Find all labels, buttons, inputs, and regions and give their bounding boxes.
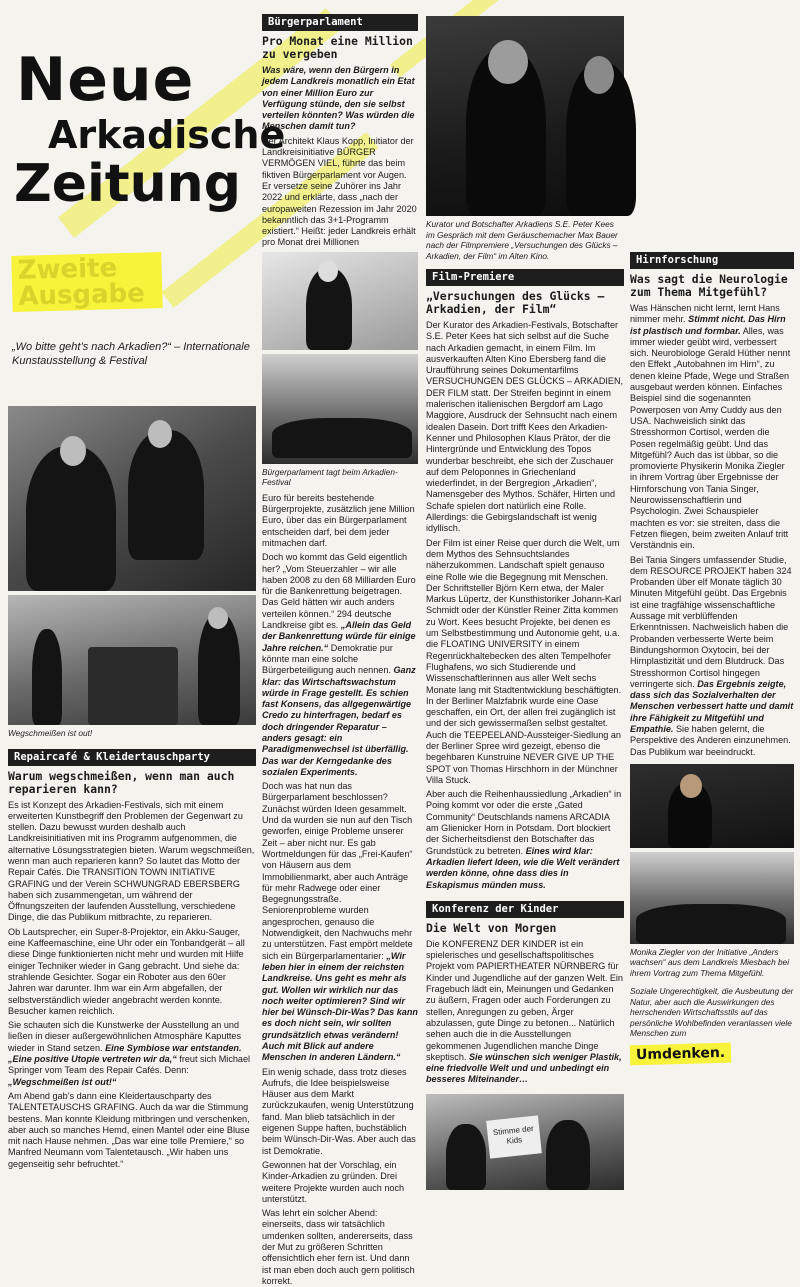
buergerparlament-p6: Was lehrt ein solcher Abend: einerseits, dass wir tatsächlich umdenken sollten, andererseits, dass der Mut zu größeren Schritten offensichtlich eher fern ist. Und dann ist man eben doch auch gern politisch korrekt. [262,1208,415,1286]
masthead-title-neue: Neue [16,45,195,115]
hirn-caption: Monika Ziegler von der Initiative „Anders wachsen“ aus dem Landkreis Miesbach bei ihrem Vortrag zum Thema Mitgefühl. [630,946,790,978]
kinder-text: Die KONFERENZ DER KINDER ist ein spielerisches und gesellschaftspolitisches Projekt vom PAPIERTHEATER NÜRNBERG für Kinder und Jugendliche auf der ganzen Welt. Ein Fragebuch lädt ein, Meinungen und Gedanken zu äußern, Fragen oder auch Forderungen zu stellen, Anregungen zu geben, Ärger abzulassen, gute Dinge zu betonen... Natürlich sehen auch die in die Ausstellungen gekommenen Jugendlichen manche Dinge skeptisch. Sie wünschen sich weniger Plastik, eine friedvolle Welt und und unbedingt ein besseres Miteinander… [426,938,623,1085]
kinder-photo [426,1094,624,1190]
film-p2: Der Film ist einer Reise quer durch die Welt, um dem Mythos des Sehnsuchtslandes näherzukommen. Landschaft spielt genauso eine Rolle wie die Begegnung mit Menschen. Der Schriftsteller Björn Kern etwa, der Maler Markus Lüpertz, der Kunsthistoriker Johann-Karl Schmidt oder der Künstler Reiner Zitta kommen zu Wort. Kees besucht Projekte, bei denen es um Selbstbestimmung und Autonomie geht, u.a. die FLOATING UNIVERSITY in einem Regenrückhaltebecken des alten Tempelhofer Flughafens, wo sich Studierende und Wissenschaftlerinnen aus aller Welt sechs Monate lang mit Stadtentwicklung beschäftigten. In der Berliner Malzfabrik wurde eine Oase geschaffen, ein Ort, der allen frei zugänglich ist und der sich gewissermaßen selbst gestaltet. Auch die TEEPEELAND-Aussteiger-Siedlung an der Berliner Spree wird gezeigt, ebenso die begehbaren Kunstruine NEVER GIVE UP THE SPOT von Thomas Hirschhorn in der Münchner Villa Stuck. [426,537,622,785]
hirn-p2: Bei Tania Singers umfassender Studie, dem RESOURCE PROJEKT haben 324 Probanden über elf Monate täglich 30 Minuten Mitgefühl geübt. Das Ergebnis ist eine tragfähige wissenschaftliche Aussage mit verblüffenden Erkenntnissen. Nachweislich haben die Probanden verbesserte Werte beim Bindungshormon Oxytocin, bei der Hirnplastizität und dem Blutdruck. Das Stresshormon Cortisol hingegen verringerte sich. Das Ergebnis zeigte, dass sich das Sozialverhalten der Menschen verbessert hatte und damit ihre Fähigkeit zu Mitgefühl und Empathie. Sie haben gelernt, die Perspektive des Anderen einzunehmen. Das Publikum war beeindruckt. [630,554,794,757]
kinder-headline: Die Welt von Morgen [426,920,557,935]
section-bar-buergerparlament: Bürgerparlament [262,14,418,31]
masthead-title-arkadische: Arkadische [48,113,286,157]
clothes-swap-photo [8,595,256,725]
column-buergerparlament [262,0,418,1286]
issue-badge-line1: Zweite [17,253,118,286]
issue-badge-line2: Ausgabe [17,278,146,312]
lecture-photo [630,764,794,848]
column-hirnforschung [630,0,794,1161]
buergerparlament-p2: Doch wo kommt das Geld eigentlich her? „Vom Steuerzahler – wir alle haben 2008 zu den 68 Milliarden Euro für die Bankenrettung beigetragen. Das Geld hätten wir auch anders verteilen können.“ 294 deutsche Landkreise gibt es. „Allein das Geld der Bankenrettung würde für einige Jahre reichen.“ Demokratie pur könnte man eine solche Bürgerbeteiligung auch nennen. Ganz klar: das Wirtschaftswachstum würde in Frage gestellt. Es schien fast Konsens, das allgegenwärtige Credo zu hinterfragen, bedarf es doch dringender Reparatur – anders gesagt: ein Paradigmenwechsel ist überfällig. Das war der Kerngedanke des sozialen Experiments. [262,552,416,777]
buergerparlament-p5: Gewonnen hat der Vorschlag, ein Kinder-Arkadien zu gründen. Drei weitere Projekte wurden auch noch unterstützt. [262,1159,405,1204]
hirn-headline: Was sagt die Neurologie zum Thema Mitgefühl? [630,272,788,299]
repaircafe-p2: Ob Lautsprecher, ein Super-8-Projektor, ein Akku-Sauger, eine Kaffeemaschine, eine Uhr oder ein Tonbandgerät – all diese Dinge funktionierten nicht mehr und wurden mit Hilfe einiger Techniker wieder in Gang gebracht. Und siehe da: strahlende Gesichter. Sogar ein Roboter aus den 60er Jahren war darunter. Ihm war ein Arm abgefallen, der selbstverständlich wieder angebracht werden konnte. Besucher kamen reichlich. [8,926,245,1016]
repaircafe-p1: Es ist Konzept des Arkadien-Festivals, sich mit einem erweiterten Kunstbegriff den Problemen der Gegenwart zu stellen. Dazu bewusst wurden deshalb auch Landkreisinitiativen mit ins Programm aufgenommen, die alternative Lösungsstrategien bieten. Warum wegschmeißen, wenn man auch reparieren kann? So lautet das Motto der Repair Cafés. Die TRANSITION TOWN INITIATIVE GRAFING und der Verein SCHWUNGRAD EBERSBERG haben sich zusammengetan, um während der Öffnungszeiten der laufenden Ausstellung, verschiedene Dinge, die das Publikum mitbrachte, zu reparieren. [8,799,255,923]
issue-badge [11,252,162,312]
buergerparlament-p1: Euro für bereits bestehende Bürgerprojekte, zusätzlich jene Million Euro, über das ein Bürgerparlament entscheiden darf, bei dem jeder mitmachen darf. [262,492,415,548]
closing-word: Umdenken. [630,1043,732,1066]
masthead-title-zeitung: Zeitung [14,154,241,214]
film-photo [426,16,624,216]
speaker-photo [262,252,418,350]
buergerparlament-intro: Der Architekt Klaus Kopp, Initiator der Landkreisinitiative BÜRGER VERMÖGEN VIEL, führte das beim fiktiven Bürgerparlament vor Augen. Er versetze seine Zuhörer ins Jahr 2022 und erklärte, dass „nach der europaweiten Rezession im Jahr 2020 bekanntlich das 3+1-Programm existiert.“ Heißt: jeder Landkreis erhält pro Monat drei Millionen [262,135,417,248]
buergerparlament-caption: Bürgerparlament tagt beim Arkadien-Festival [262,466,398,488]
audience-photo [630,852,794,944]
buergerparlament-lead: Was wäre, wenn den Bürgern in jedem Landkreis monatlich ein Etat von einer Million Euro zur Verfügung stünde, den sie selbst verteilen könnten? Was würden die Menschen damit tun? [262,65,415,132]
section-bar-kinder: Konferenz der Kinder [426,901,624,918]
film-headline: „Versuchungen des Glücks – Arkadien, der Film“ [426,289,605,316]
clothes-swap-caption: Wegschmeißen ist out! [8,728,93,738]
hirn-p1: Was Hänschen nicht lernt, lernt Hans nimmer mehr. Stimmt nicht. Das Hirn ist plastisch und formbar. Alles, was immer wieder geübt wird, verbessert sich. Neurobiologe Gerald Hüther nennt den Effekt „Autobahnen im Hirn“, zu denen kleine Pfade, Wege und Straßen ausgebaut werden können. Einfaches Beispiel sind die sogenannten Powerposen von Amy Cuddy aus den USA. Nachweislich sinkt das Stresshormon Cortisol, werden die Posen regelmäßig geübt. Und das Mitgefühl? Auch das ist übbar, so die promovierte Physikerin Monika Ziegler in ihrem Vortrag über Ergebnisse der Hirnforschung von Tania Singer, Neurowissenschaftlerin und Psychologin. Zwei Schauspieler machten es vor: sie streiten, dass die Fetzen fliegen, beim zweiten Anlauf tritt Verständnis ein. [630,303,791,551]
section-bar-hirnforschung: Hirnforschung [630,252,794,269]
buergerparlament-p3: Doch was hat nun das Bürgerparlament beschlossen? Zunächst würden Ideen gesammelt. Und da wurden sie nun auf den Tisch geworfen, einige Probleme unserer Zeit – aber nicht nur. Es gab Wortmeldungen für das „Frei-Kaufen“ von Häusern aus dem Immobilienmarkt, aber auch Anträge für mehr Radwege oder einer Begegnungsstraße. Seniorenprobleme wurden angesprochen, genauso die Notwendigkeit, den Nachwuchs mehr zu unterstützen. Fast empört meldete sich ein Bürgerparlamentarier: „Wir leben hier in einem der reichsten Landkreise. Uns geht es mehr als gut. Wollen wir wirklich nur das noch weiter optimieren? Sind wir hier bei Wünsch-Dir-Was? Das kann es doch nicht sein, wir sollten grundsätzlich etwas verändern! Auch mit Blick auf andere Menschen in anderen Ländern.“ [262,781,418,1063]
buergerparlament-headline: Pro Monat eine Million zu vergeben [262,34,413,61]
film-photo-caption: Kurator und Botschafter Arkadiens S.E. Peter Kees im Gespräch mit dem Geräuschemacher Max Bauer nach der Filmpremiere „Versuchungen des Glücks – Arkadien, der Film“ im Alten Kino. [426,219,618,261]
column-film-kinder [426,0,624,1161]
kinder-sign: Stimme der Kids [486,1115,542,1158]
closing-text: Soziale Ungerechtigkeit, die Ausbeutung der Natur, aber auch die Auswirkungen des herrschenden Wirtschaftsstils auf das persönliche Wohlbefinden veranlassen viele Menschen zum [630,986,794,1039]
repaircafe-photo [8,406,256,591]
assembly-photo [262,354,418,464]
repaircafe-p3: Sie schauten sich die Kunstwerke der Ausstellung an und ließen in dieser außergewöhnlichen Atmosphäre Kaputtes wieder in Stand setzen. Eine Symbiose war entstanden. „Eine positive Utopie vertreten wir da,“ freut sich Michael Springer vom Team des Repair Cafés. Denn: „Wegschmeißen ist out!“ [8,1020,251,1087]
column-left [8,0,286,1169]
masthead [8,45,286,214]
film-p3: Aber auch die Reihenhaussiedlung „Arkadien“ in Poing kommt vor oder die erste „Gated Community“ Deutschlands namens ARCADIA am Glienicker Horn in Potsdam. Dort blockiert der Sicherheitsdienst den Botschafter das Grundstück zu betreten. Eines wird klar: Arkadien liefert Ideen, wie die Welt verändert werden könne, ohne dass dies in Eskapismus münden muss. [426,789,622,890]
buergerparlament-p4: Ein wenig schade, dass trotz dieses Aufrufs, die Idee beispielsweise Häuser aus dem Markt zurückzukaufen, wenig Unterstützung fand. Man blieb tatsächlich in der eigenen Suppe haften, buchstäblich beim Wünsch-Dir-Was. Aber auch das ist Demokratie. [262,1066,416,1156]
repaircafe-p4: Am Abend gab’s dann eine Kleidertauschparty des TALENTETAUSCHS GRAFING. Auch da war die Stimmung bestens. Man konnte Kleidung mitbringen und verschenken, aber auch so manches Hemd, einen Mantel oder eine Bluse mit nach Hause nehmen. „Das war eine tolle Premiere,“ so Manfred Neumann vom Talentetausch. „Wir haben uns gegenseitig sehr befruchtet.“ [8,1090,250,1169]
section-bar-repaircafe: Repaircafé & Kleidertauschparty [8,749,256,766]
section-bar-film: Film-Premiere [426,269,624,286]
film-p1: Der Kurator des Arkadien-Festivals, Botschafter S.E. Peter Kees hat sich selbst auf die Suche nach Arkadien gemacht, in einem Film. Im ausverkauften Alten Kino Ebersberg fand die Uraufführung seines Dokumentarfilms VERSUCHUNGEN DES GLÜCKS – ARKADIEN, DER FILM statt. Der Streifen beginnt in einem malerischen italienischen Bergdorf am Lago Maggiore, Ausdruck der Sehnsucht nach einem idealen Dasein. Dort trifft Kees den Arkadien-Kenner und Philosophen Klaus Prätor, der die Hintergründe und Entwicklung des Topos wunderbar beschreibt, ehe sich der Zuschauer auf dem Peloponnes in Griechenland wiederfindet, in der Bergregion „Arkadien“, Namensgeber des Mythos. Schäfer, Hirten und Schafe spielen dort natürlich eine Rolle. Allerdings: die Gebirgslandschaft ist wenig idyllisch. [426,320,624,534]
repaircafe-headline: Warum wegschmeißen, wenn man auch reparieren kann? [8,768,235,796]
tagline: „Wo bitte geht’s nach Arkadien?“ – Internationale Kunstausstellung & Festival [12,341,250,367]
